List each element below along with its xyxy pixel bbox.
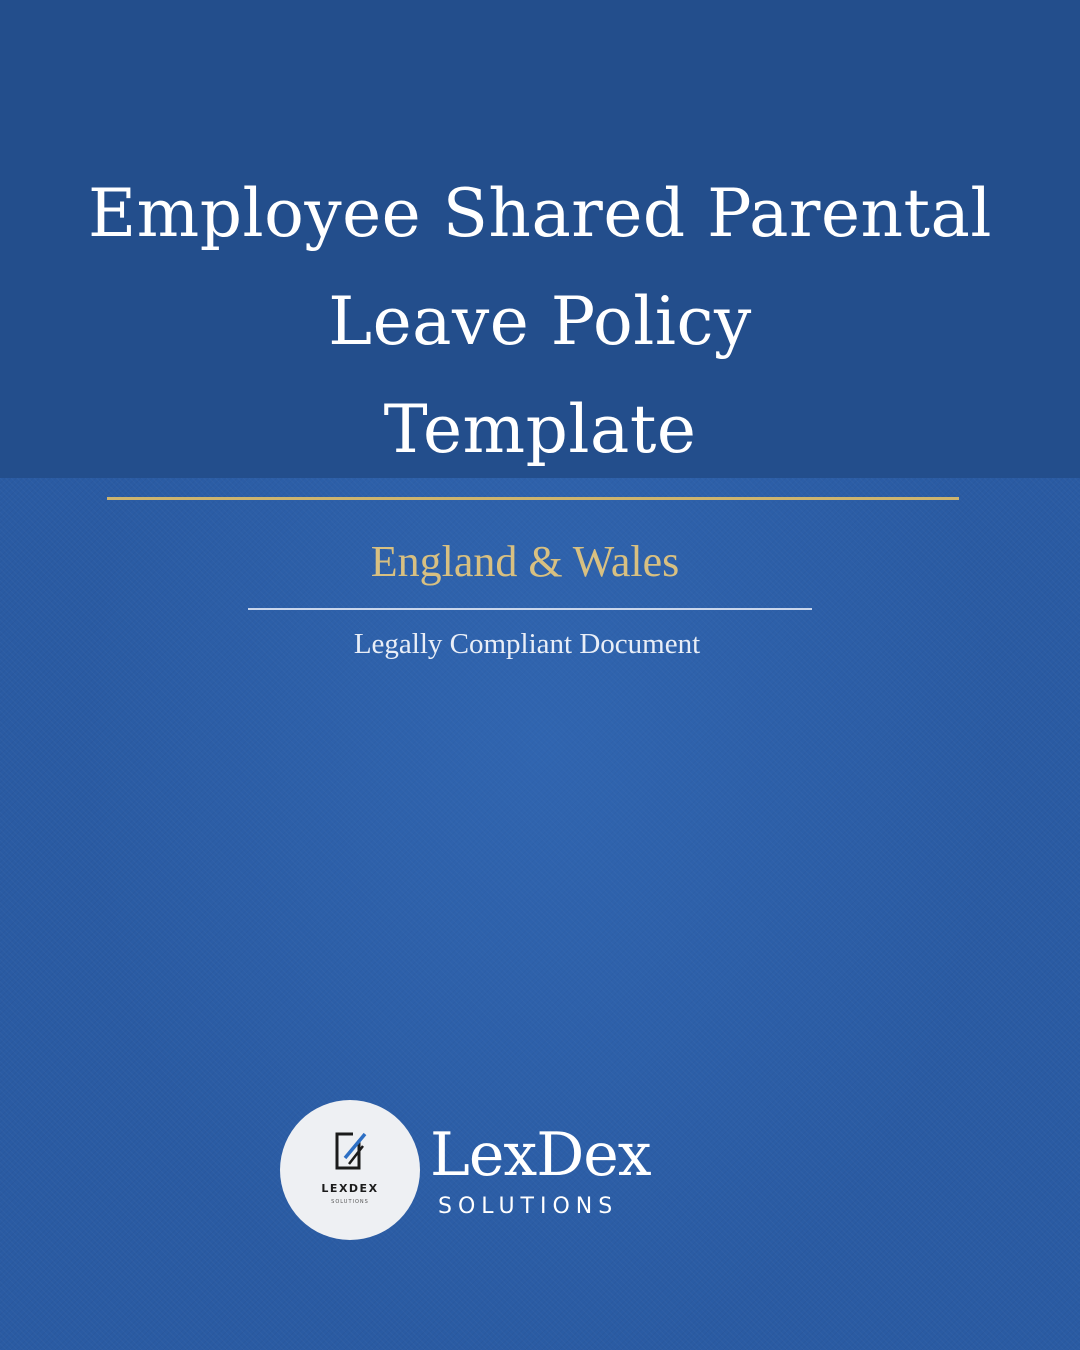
brand-logo-badge <box>280 1100 420 1240</box>
brand-name: LexDex <box>430 1120 651 1190</box>
title-line-1: Employee Shared Parental <box>87 175 993 252</box>
document-subtitle: Legally Compliant Document <box>353 628 701 660</box>
thin-divider <box>248 608 812 610</box>
title-line-2: Leave Policy <box>328 283 752 360</box>
brand-tagline: SOLUTIONS <box>438 1194 619 1219</box>
title-line-3: Template <box>383 391 697 468</box>
document-pen-icon <box>335 1130 369 1172</box>
gold-divider <box>107 497 959 500</box>
document-title <box>0 160 1080 484</box>
jurisdiction-label: England & Wales <box>370 537 680 586</box>
logo-badge-name: LEXDEX <box>321 1182 379 1195</box>
logo-badge-sub: SOLUTIONS <box>331 1199 369 1205</box>
